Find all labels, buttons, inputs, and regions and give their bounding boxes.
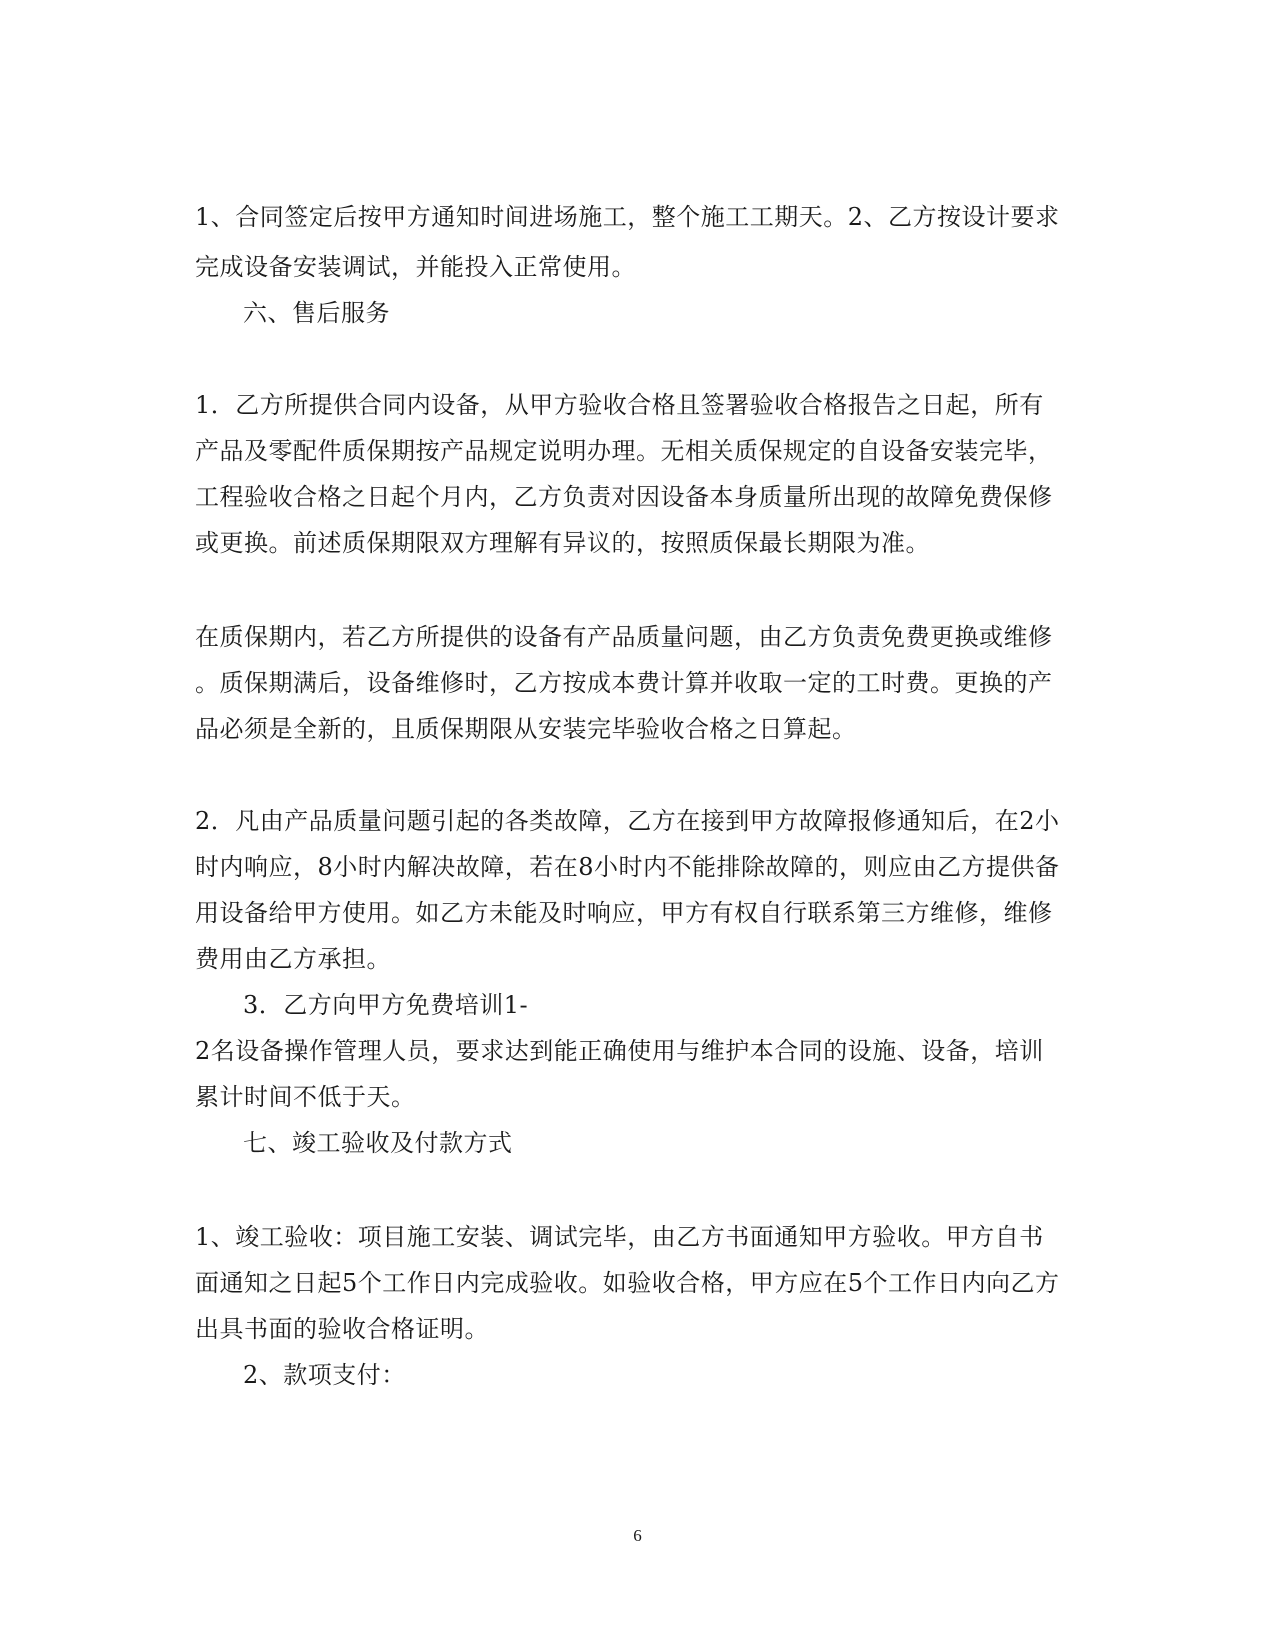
text-line: 在质保期内，若乙方所提供的设备有产品质量问题，由乙方负责免费更换或维修	[195, 623, 1053, 651]
text-line: 。质保期满后，设备维修时，乙方按成本费计算并收取一定的工时费。更换的产	[195, 669, 1053, 697]
text-line: 工程验收合格之日起个月内，乙方负责对因设备本身质量所出现的故障免费保修	[195, 483, 1053, 511]
text-line: 品必须是全新的，且质保期限从安装完毕验收合格之日算起。	[195, 715, 857, 743]
text-line: 完成设备安装调试，并能投入正常使用。	[195, 253, 636, 281]
text-line: 或更换。前述质保期限双方理解有异议的，按照质保最长期限为准。	[195, 529, 930, 557]
page-number: 6	[633, 1526, 642, 1545]
text-line: 面通知之日起5个工作日内完成验收。如验收合格，甲方应在5个工作日内向乙方	[195, 1269, 1060, 1297]
text-line: 1、竣工验收：项目施工安装、调试完毕，由乙方书面通知甲方验收。甲方自书	[195, 1223, 1044, 1251]
text-line: 2、款项支付：	[243, 1361, 406, 1389]
text-line: 1．乙方所提供合同内设备，从甲方验收合格且签署验收合格报告之日起，所有	[195, 391, 1044, 419]
text-line: 3．乙方向甲方免费培训1-	[243, 991, 529, 1019]
text-line: 用设备给甲方使用。如乙方未能及时响应，甲方有权自行联系第三方维修，维修	[195, 899, 1053, 927]
text-line: 2．凡由产品质量问题引起的各类故障，乙方在接到甲方故障报修通知后，在2小	[195, 807, 1060, 835]
text-line: 出具书面的验收合格证明。	[195, 1315, 489, 1343]
text-line: 产品及零配件质保期按产品规定说明办理。无相关质保规定的自设备安装完毕，	[195, 437, 1053, 465]
text-line: 累计时间不低于天。	[195, 1083, 416, 1111]
text-line: 费用由乙方承担。	[195, 945, 391, 973]
text-line: 时内响应，8小时内解决故障，若在8小时内不能排除故障的，则应由乙方提供备	[195, 853, 1060, 881]
text-line: 1、合同签定后按甲方通知时间进场施工，整个施工工期天。2、乙方按设计要求	[195, 203, 1060, 231]
text-line: 2名设备操作管理人员，要求达到能正确使用与维护本合同的设施、设备，培训	[195, 1037, 1044, 1065]
section-heading: 六、售后服务	[243, 299, 390, 327]
section-heading: 七、竣工验收及付款方式	[243, 1129, 513, 1157]
